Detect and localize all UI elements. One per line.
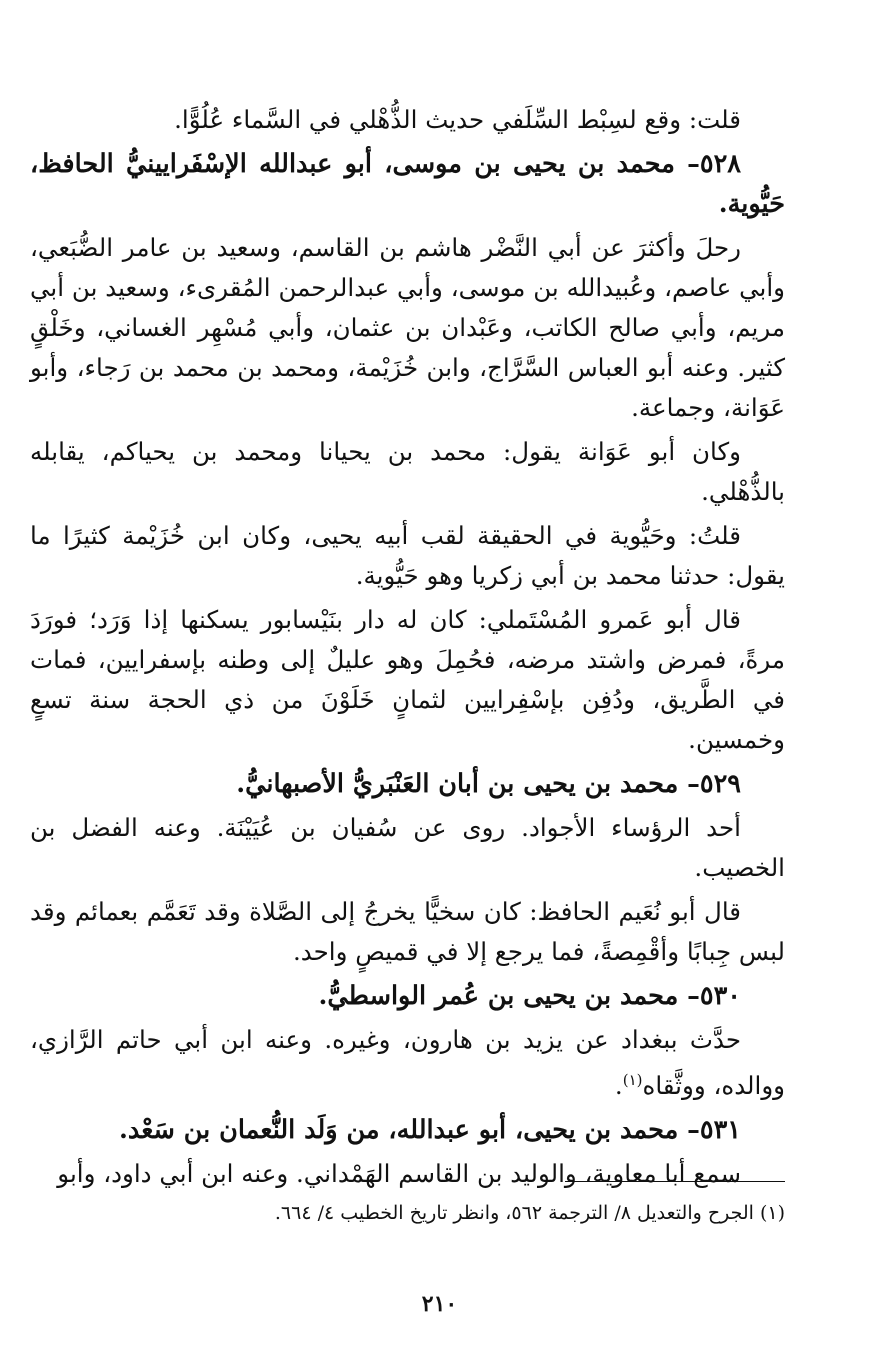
footnote-divider [565,1181,785,1182]
paragraph-530-text: حدَّث ببغداد عن يزيد بن هارون، وغيره. وعنه ابن أبي حاتم الرَّازي، ووالده، ووثَّقاه [30,1025,785,1101]
paragraph-528-abu-awana: وكان أبو عَوَانة يقول: محمد بن يحيانا ومحمد بن يحياكم، يقابله بالذُّهْلي. [30,437,785,506]
entry-title-529: محمد بن يحيى بن أبان العَنْبَريُّ الأصبهانيُّ. [236,769,679,799]
entry-number-530: ٥٣٠– [687,981,741,1011]
page-number: ٢١٠ [421,1291,458,1317]
paragraph-note-sibt: قلت: وقع لسِبْط السِّلَفي حديث الذُّهْلي في السَّماء عُلُوًّا. [174,105,741,134]
footnote-reference-1[interactable]: (١) [622,1071,643,1089]
paragraph-528-teachers: رحلَ وأكثرَ عن أبي النَّضْر هاشم بن القاسم، وسعيد بن عامر الضُّبَعي، وأبي عاصم، وعُبيدالله بن موسى، وأبي عبدالرحمن المُقرىء، وسعيد بن أبي مريم، وأبي صالح الكاتب، وعَبْدان بن عثمان، وأبي مُسْهِر الغساني، وخَلْقٍ كثير. وعنه أبو العباس السَّرَّاج، وابن خُزَيْمة، ومحمد بن محمد بن رَجاء، وأبو عَوَانة، وجماعة. [30,233,785,422]
entry-title-530: محمد بن يحيى بن عُمر الواسطيُّ. [318,981,679,1011]
entry-title-528: محمد بن يحيى بن موسى، أبو عبدالله الإسْفَرايينيُّ الحافظ، حَيُّوية. [30,149,785,219]
entry-heading-528 [30,144,785,224]
entry-number-528: ٥٢٨– [687,149,741,179]
paragraph-529-abu-nuaym: قال أبو نُعَيم الحافظ: كان سخيًّا يخرجُ إلى الصَّلاة وقد تَعَمَّم بعمائم وقد لبس جِبابًا وأقْمِصةً، فما يرجع إلا في قميصٍ واحد. [30,897,785,966]
paragraph-529-narration: أحد الرؤساء الأجواد. روى عن سُفيان بن عُيَيْنَة. وعنه الفضل بن الخصيب. [30,813,785,882]
entry-number-531: ٥٣١– [687,1115,741,1146]
footnote-1: (١) الجرح والتعديل ٨/ الترجمة ٥٦٢، وانظر تاريخ الخطيب ٤/ ٦٦٤. [274,1202,785,1224]
entry-number-529: ٥٢٩– [687,769,741,799]
entry-heading-530 [30,976,785,1016]
paragraph-528-hayyuwiya: قلتُ: وحَيُّوية في الحقيقة لقب أبيه يحيى، وكان ابن خُزَيْمة كثيرًا ما يقول: حدثنا محمد بن أبي زكريا وهو حَيُّوية. [30,521,785,590]
paragraph-530-period: . [614,1071,623,1101]
paragraph-531-narration: سمع أبا معاوية، والوليد بن القاسم الهَمْداني. وعنه ابن أبي داود، وأبو [57,1159,741,1189]
paragraph-530-narration [30,1020,785,1106]
main-text [30,100,785,1198]
entry-heading-529 [30,764,785,804]
entry-title-531: محمد بن يحيى، أبو عبدالله، من وَلَد النُّعمان بن سَعْد. [118,1115,679,1146]
entry-heading-531 [30,1110,785,1150]
paragraph-528-death: قال أبو عَمرو المُسْتَملي: كان له دار بنَيْسابور يسكنها إذا وَرَد؛ فورَدَ مرةً، فمرض واشتد مرضه، فحُمِلَ وهو عليلٌ إلى وطنه بإسفرايين، فمات في الطَّريق، ودُفِن بإسْفِرايين لثمانٍ خَلَوْنَ من ذي الحجة سنة تسعٍ وخمسين. [30,605,785,754]
